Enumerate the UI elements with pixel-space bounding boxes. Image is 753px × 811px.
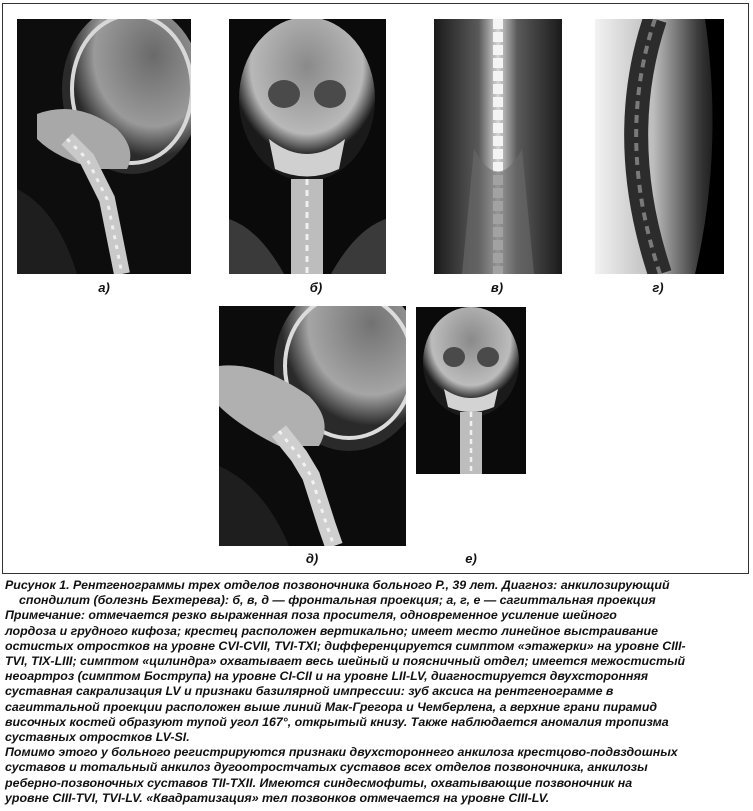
caption-note-line: уровне CIII-TVI, TVI-LV. «Квадратизация» тел позвонков отмечается на уровне CIII-LV.	[5, 790, 550, 805]
caption-note-line: суставная сакрализация LV и признаки базилярной импрессии: зуб аксиса на рентгенограмме в	[5, 684, 614, 699]
caption-note-line: остистых отростков на уровне CVI-CVII, TVI-TXI; дифференцируется симптом «этажерки» на уровне CIII-	[5, 638, 686, 653]
panel-label-d: д)	[305, 551, 319, 566]
xray-panel-a	[17, 19, 191, 274]
xray-panel-e	[416, 307, 526, 474]
caption-note-line: реберно-позвоночных суставов TII-TXII. Имеются синдесмофиты, охватывающие позвоночник на	[5, 775, 633, 790]
xray-panel-v	[434, 19, 562, 274]
xray-image-g	[595, 19, 724, 274]
xray-panel-g	[595, 19, 724, 274]
xray-image-a	[17, 19, 191, 274]
xray-image-e	[416, 307, 526, 474]
caption-note-line: суставных отростков LV-SI.	[5, 730, 190, 745]
caption-note-line: неоартроз (симптом Бострупа) на уровне CI-CII и на уровне LII-LV, диагностируется двухсторонняя	[5, 669, 649, 684]
caption-title: Рисунок 1. Рентгенограммы трех отделов позвоночника больного Р., 39 лет. Диагноз: анкилозирующий	[5, 578, 670, 592]
caption-note-line: суставов и тотальный анкилоз дугоотростчатых суставов всех отделов позвоночника, анкилозы	[5, 760, 648, 775]
panel-label-v: в)	[490, 280, 504, 295]
xray-image-v	[434, 19, 562, 274]
xray-panel-b	[229, 19, 386, 274]
figure-caption	[5, 578, 748, 806]
panel-label-g: г)	[652, 280, 664, 295]
panel-label-a: а)	[98, 280, 110, 295]
xray-image-b	[229, 19, 386, 274]
caption-note-line: Примечание: отмечается резко выраженная поза просителя, одновременное усиление шейного	[5, 608, 617, 623]
panel-label-b: б)	[309, 280, 323, 295]
xray-panel-d	[219, 306, 406, 546]
caption-note-line: височных костей образуют тупой угол 167°, открытый книзу. Также наблюдается аномалия тропизма	[5, 714, 669, 729]
caption-note-line: TVI, TIX-LIII; симптом «цилиндра» охватывает весь шейный и поясничный отдел; имеется межостистый	[5, 654, 686, 669]
caption-title-continued: спондилит (болезнь Бехтерева): б, в, д — фронтальная проекция; а, г, е — сагиттальная проекция	[19, 593, 656, 608]
caption-note-line: сагиттальной проекции расположен выше линий Мак-Грегора и Чемберлена, а верхние грани пирамид	[5, 699, 658, 714]
caption-note-line: лордоза и грудного кифоза; крестец расположен вертикально; имеет место линейное выстраивание	[5, 623, 658, 638]
xray-image-d	[219, 306, 406, 546]
panel-label-e: е)	[465, 551, 477, 566]
caption-note-line: Помимо этого у больного регистрируются признаки двухстороннего анкилоза крестцово-подвздошных	[5, 745, 678, 760]
